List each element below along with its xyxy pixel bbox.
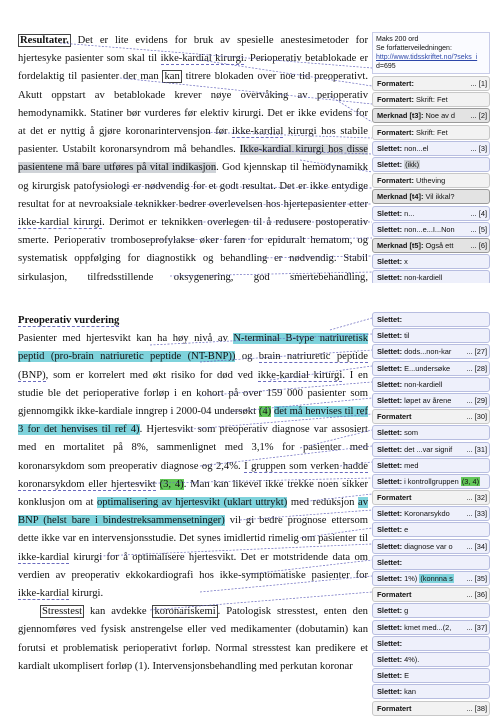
balloon-label: Formatert bbox=[377, 703, 412, 713]
text-run: . Perioperativ betablokade er fordelaktig til pasienter der man bbox=[18, 53, 368, 83]
formatting-balloon[interactable] bbox=[372, 125, 490, 140]
deletion-balloon[interactable] bbox=[372, 474, 490, 489]
balloon-highlight: (3, 4) bbox=[461, 476, 480, 486]
balloon-text: non...e...I...Non bbox=[402, 224, 455, 234]
balloon-text: Utheving bbox=[413, 176, 446, 186]
deletion-balloon[interactable] bbox=[372, 141, 490, 156]
balloon-expand-link[interactable]: ... [28] bbox=[466, 363, 487, 373]
text-run: ikke-kardial kirurgi bbox=[18, 217, 103, 229]
text-run: . Derimot er teknikken overlegen til å redusere postoperativ smerte. Perioperativ tromboseprofylakse øker faren for epiduralt hematom, og systematisk oppfølging for diagnostikk og behandling er nødvendig. Stabil sirkulasjon, tilfredsstillende oksygenering, god smertebehandling, bbox=[18, 217, 368, 283]
deletion-balloon[interactable] bbox=[372, 157, 490, 172]
deletion-balloon[interactable] bbox=[372, 668, 490, 683]
deletion-balloon[interactable] bbox=[372, 652, 490, 667]
balloon-text: løpet av årene bbox=[402, 395, 452, 405]
deletion-balloon[interactable] bbox=[372, 312, 490, 327]
deletion-balloon[interactable] bbox=[372, 377, 490, 392]
text-run: ikke-kardial bbox=[18, 588, 70, 600]
formatting-balloon[interactable] bbox=[372, 409, 490, 424]
text-run: brain natriuretic peptide (BNP) bbox=[18, 351, 369, 381]
deletion-balloon[interactable] bbox=[372, 603, 490, 618]
word-limit-note[interactable] bbox=[372, 32, 490, 74]
balloon-label: Slettet: bbox=[377, 574, 403, 583]
balloon-expand-link[interactable]: ... [27] bbox=[466, 347, 487, 357]
text-run: (3, 4) bbox=[159, 478, 184, 490]
balloon-text: Koronarsykdo bbox=[402, 509, 450, 519]
deletion-balloon[interactable] bbox=[372, 458, 490, 473]
balloon-text: non-kardiell bbox=[402, 273, 443, 283]
text-run: ikke-kardial kirurgi bbox=[160, 53, 244, 65]
balloon-text: e bbox=[402, 525, 409, 535]
results-text[interactable] bbox=[18, 32, 368, 305]
balloon-text: 4%). bbox=[402, 654, 420, 664]
balloon-expand-link[interactable]: ... [35] bbox=[466, 574, 487, 583]
deletion-balloon[interactable] bbox=[372, 206, 490, 221]
balloon-label: Formatert bbox=[377, 590, 412, 600]
preoperative-section bbox=[18, 312, 368, 676]
balloon-label: Merknad [t5]: bbox=[377, 240, 424, 250]
deletion-balloon[interactable] bbox=[372, 254, 490, 269]
text-run: . I en studie ble det perioperative forløp i en kohort på over 159 000 pasienter som gjennomgikk ikke-kardiale inngrep i 2000-04 undersøkt bbox=[18, 369, 369, 418]
text-run: N-terminal B-type natriuretisk peptid (pro-brain natriuretic peptide (NT-BNP)) bbox=[18, 333, 368, 363]
balloon-expand-link[interactable]: ... [32] bbox=[466, 493, 487, 503]
text-run: Ikke-kardial kirurgi hos disse pasientene må bare utføres på vital indikasjon bbox=[18, 144, 368, 174]
balloon-label: Slettet: bbox=[377, 143, 403, 153]
balloon-label: Slettet: bbox=[377, 654, 403, 664]
balloon-label: Formatert: bbox=[377, 79, 414, 88]
deletion-balloon[interactable] bbox=[372, 571, 490, 586]
balloon-label: Slettet: bbox=[377, 444, 403, 454]
text-run: det må henvises til ref 3 for det henvises til ref 4) bbox=[18, 406, 368, 436]
balloon-label: Slettet: bbox=[377, 460, 403, 470]
text-run: . Man kan likevel ikke trekke noen sikker konklusjon om at bbox=[18, 478, 368, 509]
balloon-text: dods...non-kar bbox=[402, 347, 452, 357]
results-paragraph bbox=[18, 32, 368, 305]
text-run: kirurgi. bbox=[69, 588, 104, 600]
balloon-label: Slettet: bbox=[377, 671, 403, 681]
balloon-expand-link[interactable]: ... [29] bbox=[466, 395, 487, 405]
deletion-balloon[interactable] bbox=[372, 636, 490, 651]
balloon-text: Vil ikkal? bbox=[423, 192, 455, 202]
section-heading-text: Preoperativ vurdering bbox=[18, 315, 120, 326]
balloon-expand-link[interactable]: ... [6] bbox=[470, 240, 487, 250]
balloon-label: Slettet: bbox=[377, 159, 403, 169]
balloon-expand-link[interactable]: ... [4] bbox=[470, 208, 487, 218]
balloon-text: n... bbox=[402, 208, 415, 218]
balloon-text: E bbox=[402, 671, 410, 681]
text-run: med reduksjon bbox=[287, 497, 358, 509]
text-run: titrere blokaden over noe tid preoperativt. Akutt oppstart av betablokade krever nøye overvåking av perioperativ hemodynamikk. Statiner bør vurderes før elektiv kirurgi. Det er ikke evidens for at det er nyttig å gjøre koronarintervensjon før bbox=[18, 71, 368, 138]
balloon-expand-link[interactable]: ... [3] bbox=[470, 143, 487, 153]
text-run: kan avdekke bbox=[84, 606, 153, 618]
text-run bbox=[156, 479, 160, 490]
balloon-text: Skrift: Fet bbox=[413, 127, 448, 137]
balloon-label: Slettet: bbox=[377, 525, 403, 535]
formatting-balloon[interactable] bbox=[372, 76, 490, 91]
text-run: kan bbox=[164, 71, 180, 83]
document-page-1 bbox=[0, 0, 500, 283]
balloon-label: Slettet: bbox=[377, 331, 403, 341]
balloon-label: Slettet: bbox=[377, 273, 403, 283]
balloon-label: Slettet: bbox=[377, 638, 403, 648]
balloon-text: Skrift: Fet bbox=[413, 95, 448, 105]
text-run: kirurgi for å optimalisere hjertesvikt. Det er motstridende data om verdien av preoperativ ekkokardiografi hos ikke-symptomatiske pasienter for bbox=[18, 551, 368, 581]
text-run: kirurgi hos stabile pasienter. Ustabilt koronarsyndrom må behandles. bbox=[18, 126, 368, 156]
balloon-text: x bbox=[402, 257, 408, 267]
balloon-text: Noe av d bbox=[423, 111, 456, 121]
formatting-balloon[interactable] bbox=[372, 587, 490, 602]
text-run: . God kjennskap til hemodynamikk og kirurgisk patofysiologi er nødvendig for et godt resultat. Det er ikke entydige resultat for at nevroaksiale teknikker bedrer overlevelsen hos hjertepasienter etter bbox=[18, 162, 368, 210]
deletion-balloon[interactable] bbox=[372, 555, 490, 570]
note-line-2: Se forfatterveiledningen: bbox=[376, 45, 452, 52]
text-run: vil gi bedre prognose ettersom dette ikke var en intervensjonsstudie. Det synes imidlertid rimelig om pasienter til bbox=[18, 515, 368, 545]
balloon-text: til bbox=[402, 331, 410, 341]
balloon-label: Formatert: bbox=[377, 95, 414, 105]
balloon-text: det ...var signif bbox=[402, 444, 453, 454]
balloon-label: Formatert bbox=[377, 493, 412, 503]
text-run: . Patologisk stresstest, enten den gjennomføres ved fysisk anstrengelse eller ved medikamenter (dobutamin) kan forutsi et problematisk perioperativt forløp. Normal stresstest kan predikere et kardialt ukomplisert forløp (1). Intervensjonsbehandling med perkutan koronar bbox=[18, 606, 368, 672]
text-run: ikke-kardial bbox=[232, 126, 284, 138]
balloon-expand-link[interactable]: ... [5] bbox=[470, 224, 487, 234]
balloon-label: Formatert bbox=[377, 412, 412, 422]
balloon-expand-link[interactable]: ... [37] bbox=[466, 622, 487, 632]
balloon-expand-link[interactable]: ... [31] bbox=[466, 444, 487, 454]
stresstest-text[interactable] bbox=[18, 603, 368, 676]
balloon-text: non...el bbox=[402, 143, 429, 153]
note-line-4: d=695 bbox=[376, 63, 396, 70]
balloon-label: Slettet: bbox=[377, 428, 403, 438]
deletion-balloon[interactable] bbox=[372, 222, 490, 237]
text-run: koronariskemi bbox=[154, 606, 216, 618]
text-run: , som er korrelert med økt risiko for død ved bbox=[45, 369, 258, 381]
balloon-text: kan bbox=[402, 687, 417, 697]
balloon-label: Slettet: bbox=[377, 557, 403, 567]
deletion-balloon[interactable] bbox=[372, 620, 490, 635]
deletion-balloon[interactable] bbox=[372, 425, 490, 440]
deletion-balloon[interactable] bbox=[372, 442, 490, 457]
balloon-text: non-kardiell bbox=[402, 379, 443, 389]
section-heading[interactable] bbox=[18, 312, 368, 330]
comment-balloon[interactable] bbox=[372, 238, 490, 253]
text-run: optimalisering av hjertesvikt (uklart uttrykt) bbox=[97, 497, 288, 509]
balloon-label: Formatert: bbox=[377, 127, 414, 137]
balloon-label: Slettet: bbox=[377, 347, 403, 357]
text-run: og bbox=[235, 351, 259, 363]
balloon-label: Slettet: bbox=[377, 224, 403, 234]
balloon-highlight: (konnna s bbox=[420, 574, 453, 583]
balloon-label: Slettet: bbox=[377, 541, 403, 551]
comment-balloon[interactable] bbox=[372, 189, 490, 204]
bubble-list-page-2 bbox=[372, 312, 490, 716]
formatting-balloon[interactable] bbox=[372, 173, 490, 188]
deletion-balloon[interactable] bbox=[372, 539, 490, 554]
text-run: ikke-kardial bbox=[18, 551, 70, 563]
text-run: ikke-kardial kirurgi bbox=[257, 369, 343, 381]
balloon-text: E...undersøke bbox=[402, 363, 451, 373]
balloon-expand-link[interactable]: ... [36] bbox=[466, 590, 487, 600]
deletion-balloon[interactable] bbox=[372, 328, 490, 343]
page-gap bbox=[0, 283, 500, 305]
preoperative-text[interactable] bbox=[18, 330, 368, 603]
balloon-text: diagnose var o bbox=[402, 541, 453, 551]
balloon-label: Merknad [t3]: bbox=[377, 111, 424, 121]
guidelines-link[interactable]: http://www.tidsskriftet.no/?seks_i bbox=[376, 54, 478, 61]
balloon-label: Slettet: bbox=[377, 687, 403, 697]
balloon-label: Slettet: bbox=[377, 606, 403, 616]
balloon-label: Slettet: bbox=[377, 315, 403, 324]
text-run: I gruppen som verken hadde koronarsykdom eller hjertesvikt bbox=[18, 460, 368, 490]
text-run: (4) bbox=[258, 406, 272, 418]
balloon-text: g bbox=[402, 606, 409, 616]
comment-balloon[interactable] bbox=[372, 108, 490, 123]
comment-margin-page-2 bbox=[372, 312, 490, 717]
balloon-label: Slettet: bbox=[377, 476, 403, 486]
text-run: Det er lite evidens for bruk av spesielle anestesimetoder for hjertesyke pasienter som skal til bbox=[18, 35, 368, 65]
balloon-text: i kontrollgruppen bbox=[402, 476, 461, 486]
balloon-expand-link[interactable]: ... [1] bbox=[470, 79, 487, 88]
balloon-label: Slettet: bbox=[377, 379, 403, 389]
balloon-highlight: (ikk) bbox=[405, 159, 420, 169]
deletion-balloon[interactable] bbox=[372, 393, 490, 408]
balloon-text: 1%) bbox=[402, 574, 420, 583]
deletion-balloon[interactable] bbox=[372, 361, 490, 376]
balloon-label: Slettet: bbox=[377, 509, 403, 519]
balloon-expand-link[interactable]: ... [34] bbox=[466, 541, 487, 551]
balloon-label: Slettet: bbox=[377, 257, 403, 267]
balloon-label: Slettet: bbox=[377, 208, 403, 218]
balloon-text: som bbox=[402, 428, 419, 438]
balloon-text: med bbox=[402, 460, 419, 470]
balloon-expand-link[interactable]: ... [2] bbox=[470, 111, 487, 121]
note-line-1: Maks 200 ord bbox=[376, 36, 419, 43]
balloon-text: Også ett bbox=[423, 240, 454, 250]
balloon-label: Slettet: bbox=[377, 622, 403, 632]
formatting-balloon[interactable] bbox=[372, 701, 490, 716]
balloon-label: Formatert: bbox=[377, 176, 414, 186]
text-run: av BNP (helst bare i bindestreksammensetninger) bbox=[18, 497, 368, 527]
formatting-balloon[interactable] bbox=[372, 92, 490, 107]
balloon-label: Slettet: bbox=[377, 395, 403, 405]
text-run: . Hjertesvikt som preoperativ diagnose var assosiert med en mortalitet på 8%, sammenlignet med 3,1% for pasienter med koronarsykdom som preoperativ diagnose og 2,4%. bbox=[18, 424, 368, 472]
balloon-expand-link[interactable]: ... [33] bbox=[466, 509, 487, 519]
deletion-balloon[interactable] bbox=[372, 684, 490, 699]
balloon-label: Slettet: bbox=[377, 363, 403, 373]
deletion-balloon[interactable] bbox=[372, 344, 490, 359]
text-run: Pasienter med hjertesvikt kan ha høy nivå av bbox=[18, 333, 234, 345]
balloon-expand-link[interactable]: ... [38] bbox=[466, 703, 487, 713]
formatting-balloon[interactable] bbox=[372, 490, 490, 505]
balloon-label: Merknad [t4]: bbox=[377, 192, 424, 202]
text-run: Resultater. bbox=[20, 35, 69, 46]
text-run: Stresstest bbox=[42, 606, 83, 618]
balloon-expand-link[interactable]: ... [30] bbox=[466, 412, 487, 422]
deletion-balloon[interactable] bbox=[372, 506, 490, 521]
balloon-text: kmet med...(2, bbox=[402, 622, 452, 632]
deletion-balloon[interactable] bbox=[372, 522, 490, 537]
